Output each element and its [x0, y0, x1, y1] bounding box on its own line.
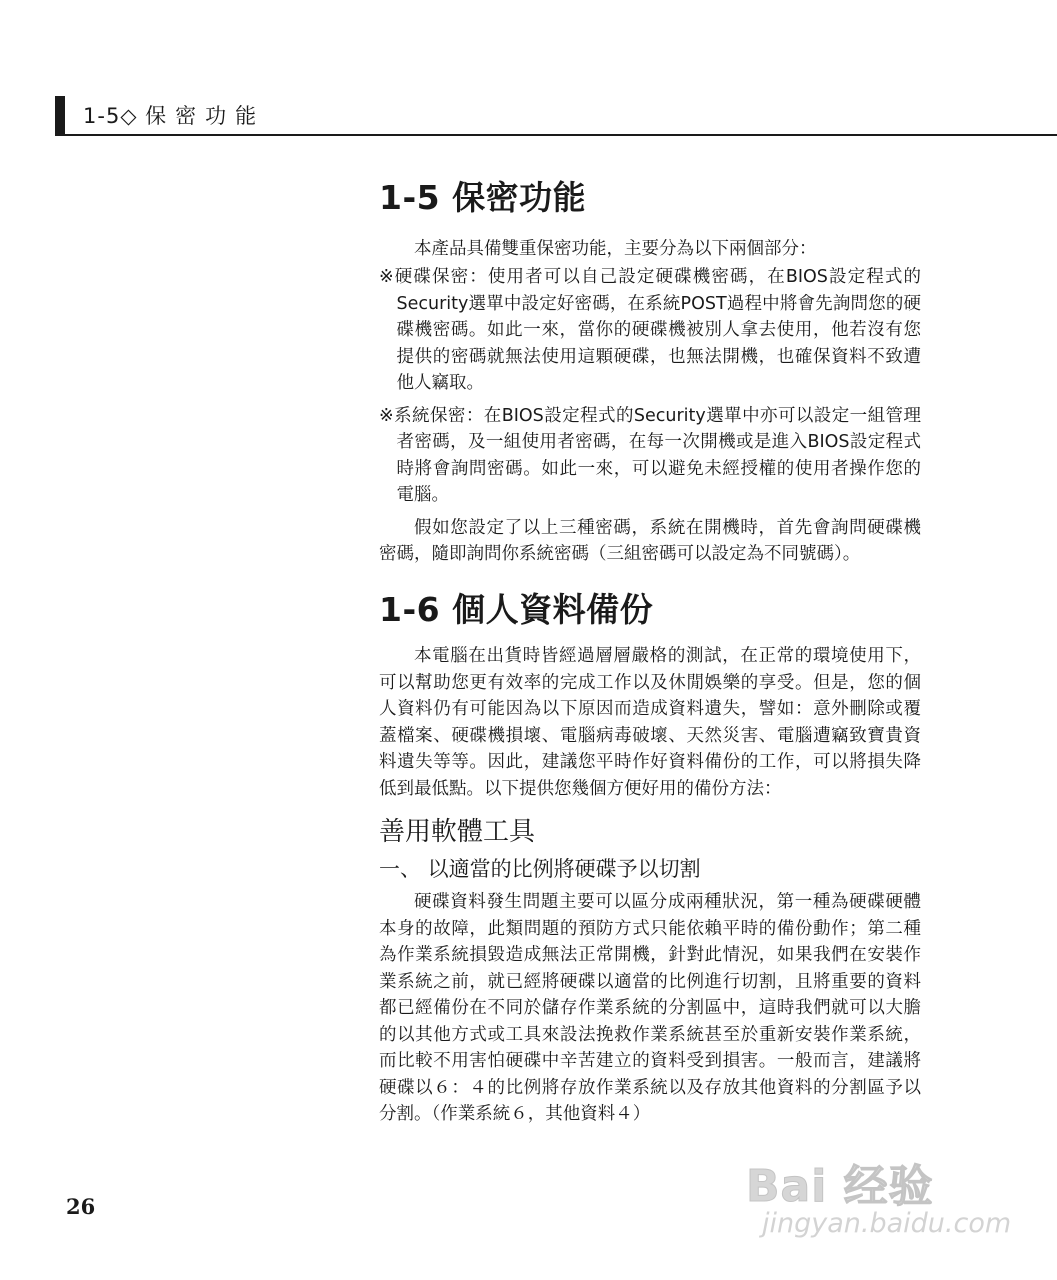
header-bar — [55, 96, 65, 134]
section-1-6-heading: 1-6 個人資料備份 — [379, 589, 654, 629]
section-1-6-intro: 本電腦在出貨時皆經過層層嚴格的測試，在正常的環境使用下，可以幫助您更有效率的完成工作以及休閒娛樂的享受。但是，您的個人資料仍有可能因為以下原因而造成資料遺失，譬如：意外刪除或覆蓋檔案、硬碟機損壞、電腦病毒破壞、天然災害、電腦遭竊致寶貴資料遺失等等。因此，建議您平時作好資料備份的工作，可以將損失降低到最低點。以下提供您幾個方便好用的備份方法： — [379, 646, 921, 799]
main-content — [379, 178, 921, 1128]
disk-security-bullet: ※硬碟保密：使用者可以自己設定硬碟機密碼，在BIOS設定程式的Security選單中設定好密碼，在系統POST過程中將會先詢問您的硬碟機密碼。如此一來，當你的硬碟機被別人拿去使用，他若沒有您提供的密碼就無法使用這顆硬碟，也無法開機，也確保資料不致遭他人竊取。 — [379, 267, 921, 394]
watermark-logo: Bai 经验 — [746, 1161, 934, 1212]
watermark-url: jingyan.baidu.com — [762, 1208, 1012, 1239]
header-section-number: 1-5 — [83, 104, 121, 128]
section-1-5-intro: 本產品具備雙重保密功能，主要分為以下兩個部分： — [414, 238, 817, 259]
page-number: 26 — [66, 1194, 96, 1219]
baidu-watermark — [738, 1150, 1038, 1260]
section-1-5-heading: 1-5 保密功能 — [379, 178, 587, 217]
system-security-bullet: ※系統保密：在BIOS設定程式的Security選單中亦可以設定一組管理者密碼，及一組使用者密碼，在每一次開機或是進入BIOS設定程式時將會詢問密碼。如此一來，可以避免未經授權的使用者操作您的電腦。 — [379, 405, 921, 506]
header-text — [83, 100, 265, 130]
diamond-icon: ◇ — [120, 104, 138, 128]
partition-item-body: 硬碟資料發生問題主要可以區分成兩種狀況，第一種為硬碟硬體本身的故障，此類問題的預防方式只能依賴平時的備份動作；第二種為作業系統損毀造成無法正常開機，針對此情況，如果我們在安裝作業系統之前，就已經將硬碟以適當的比例進行切割，且將重要的資料都已經備份在不同於儲存作業系統的分割區中，這時我們就可以大膽的以其他方式或工具來設法挽救作業系統甚至於重新安裝作業系統，而比較不用害怕硬碟中辛苦建立的資料受到損害。一般而言，建議將硬碟以６：４的比例將存放作業系統以及存放其他資料的分割區予以分割。（作業系統６，其他資料４） — [379, 892, 921, 1125]
header-title: 保密功能 — [145, 104, 266, 128]
software-tools-subheading: 善用軟體工具 — [379, 817, 536, 848]
running-header — [55, 96, 1057, 136]
section-1-5-closing: 假如您設定了以上三種密碼，系統在開機時，首先會詢問硬碟機密碼，隨即詢問你系統密碼（三組密碼可以設定為不同號碼）。 — [379, 517, 921, 565]
partition-item-heading: 一、 以適當的比例將硬碟予以切割 — [379, 856, 701, 881]
